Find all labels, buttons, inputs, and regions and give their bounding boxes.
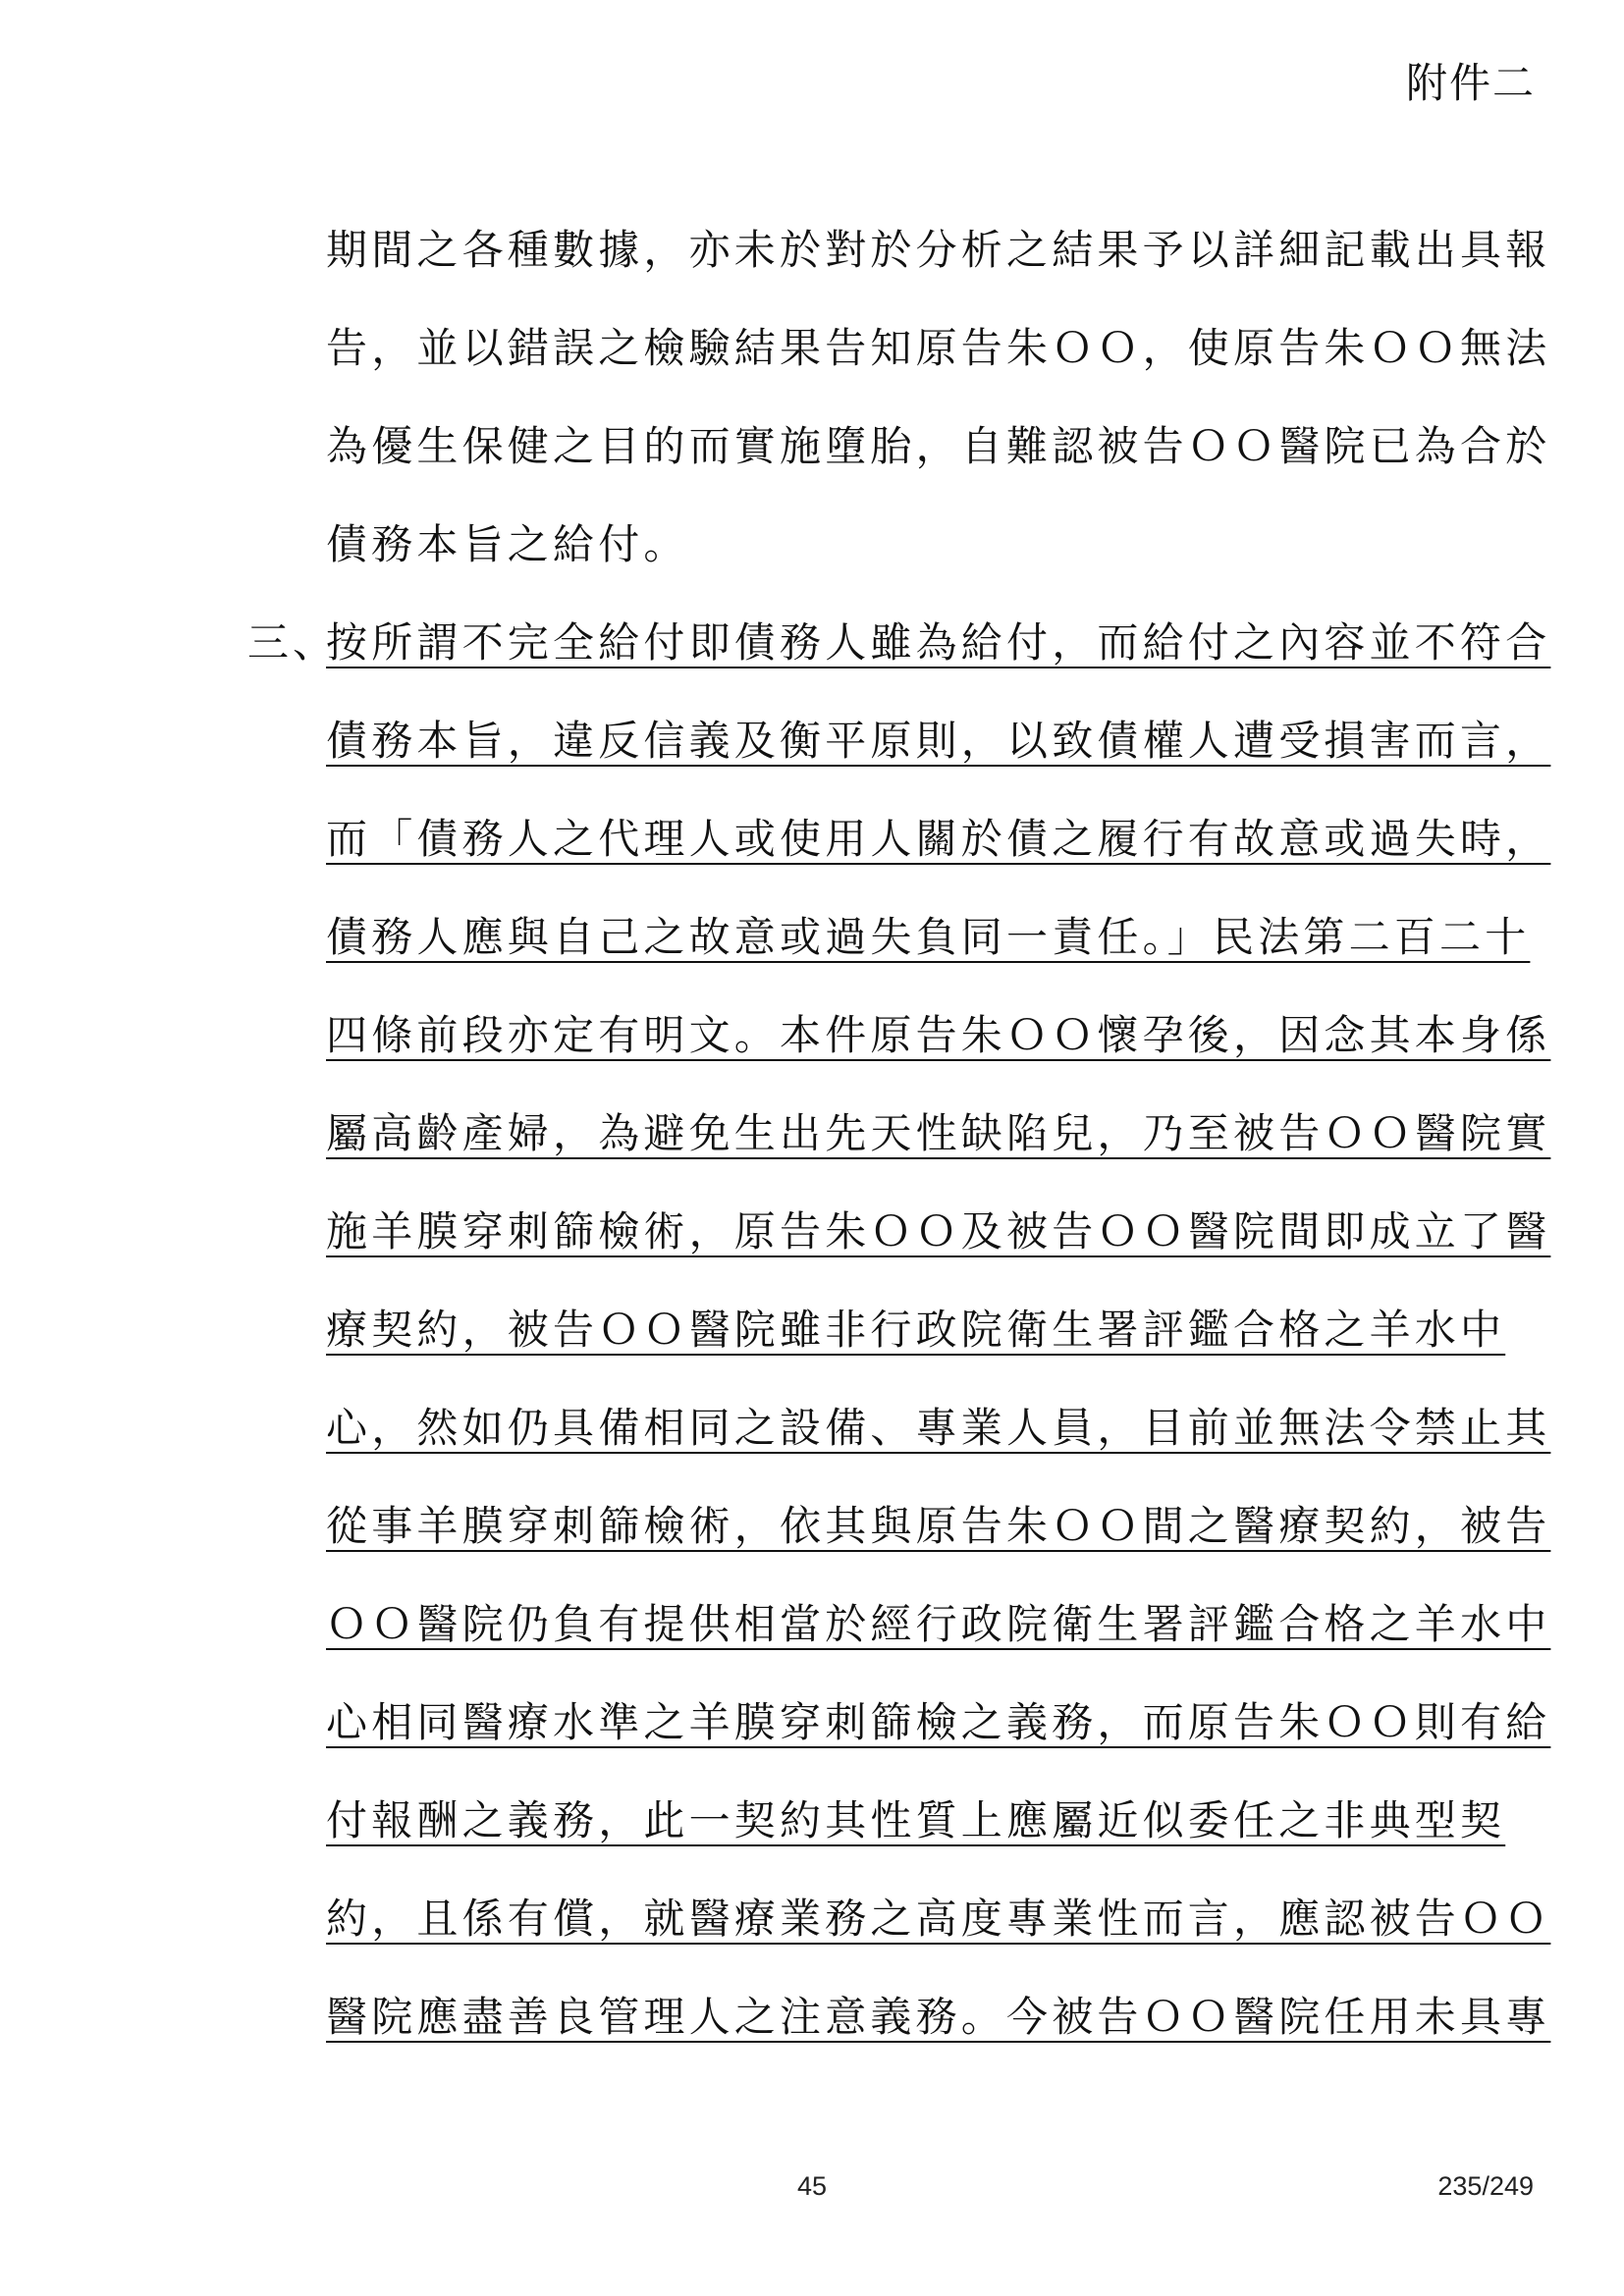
page-number: 45 bbox=[796, 2171, 828, 2201]
section-three-line: ＯＯ醫院仍負有提供相當於經行政院衛生署評鑑合格之羊水中 bbox=[326, 1600, 1551, 1648]
section-three-line: 約，且係有償，就醫療業務之高度專業性而言，應認被告ＯＯ bbox=[326, 1895, 1551, 1943]
section-three-line: 付報酬之義務，此一契約其性質上應屬近似委任之非典型契 bbox=[326, 1796, 1506, 1844]
section-three-line: 心，然如仍具備相同之設備、專業人員，目前並無法令禁止其 bbox=[326, 1404, 1551, 1452]
section-three-line: 從事羊膜穿刺篩檢術，依其與原告朱ＯＯ間之醫療契約，被告 bbox=[326, 1502, 1551, 1550]
section-three-line: 心相同醫療水準之羊膜穿刺篩檢之義務，而原告朱ＯＯ則有給 bbox=[326, 1698, 1551, 1746]
sheet-count: 235/249 bbox=[1437, 2171, 1534, 2201]
section-three-line: 屬高齡產婦，為避免生出先天性缺陷兒，乃至被告ＯＯ醫院實 bbox=[326, 1109, 1551, 1157]
section-three-marker: 三、 bbox=[247, 618, 339, 667]
attachment-label: 附件二 bbox=[1405, 59, 1536, 107]
section-three-line: 施羊膜穿刺篩檢術，原告朱ＯＯ及被告ＯＯ醫院間即成立了醫 bbox=[326, 1207, 1551, 1255]
paragraph-line: 告，並以錯誤之檢驗結果告知原告朱ＯＯ，使原告朱ＯＯ無法 bbox=[326, 324, 1551, 372]
paragraph-line: 期間之各種數據，亦未於對於分析之結果予以詳細記載出具報 bbox=[326, 226, 1551, 274]
section-three-line: 而「債務人之代理人或使用人關於債之履行有故意或過失時， bbox=[326, 815, 1551, 863]
section-three-line: 債務本旨，違反信義及衡平原則，以致債權人遭受損害而言， bbox=[326, 717, 1551, 765]
section-three-line: 債務人應與自己之故意或過失負同一責任。」民法第二百二十 bbox=[326, 913, 1531, 961]
section-three-line: 四條前段亦定有明文。本件原告朱ＯＯ懷孕後，因念其本身係 bbox=[326, 1011, 1551, 1059]
paragraph-line: 債務本旨之給付。 bbox=[326, 520, 689, 568]
section-three-line: 醫院應盡善良管理人之注意義務。今被告ＯＯ醫院任用未具專 bbox=[326, 1993, 1551, 2041]
section-three-line: 療契約，被告ＯＯ醫院雖非行政院衛生署評鑑合格之羊水中 bbox=[326, 1306, 1506, 1354]
paragraph-line: 為優生保健之目的而實施墮胎，自難認被告ＯＯ醫院已為合於 bbox=[326, 422, 1551, 470]
section-three-line: 按所謂不完全給付即債務人雖為給付，而給付之內容並不符合 bbox=[326, 618, 1551, 667]
